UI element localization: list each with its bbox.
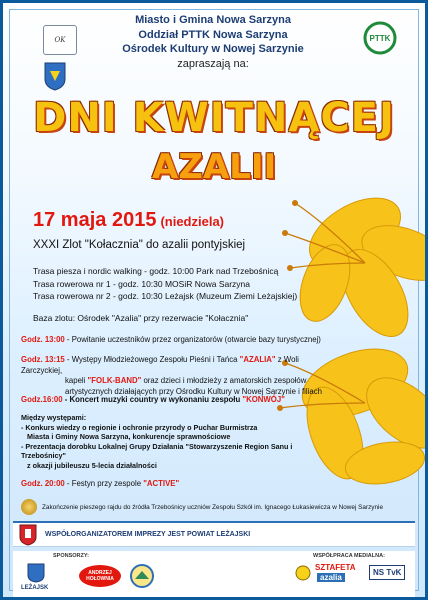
between-item-1: - Konkurs wiedzy o regionie i ochronie przyrody o Puchar Burmistrza [21, 422, 258, 432]
schedule-time: Godz.16:00 [21, 395, 63, 404]
schedule-text: - Powitanie uczestników przez organizatorów (otwarcie bazy turystycznej) [64, 335, 321, 344]
ok-nowa-sarzyna-logo: OK [43, 25, 77, 55]
schedule-time: Godz. 13:00 [21, 335, 65, 344]
pttk-logo [363, 21, 397, 55]
co-organizer-text: WSPÓŁORGANIZATOREM IMPREZY JEST POWIAT LEŻAJSKI [45, 531, 251, 538]
date-main: 17 maja 2015 [33, 209, 157, 231]
band-name-azalia: "AZALIA" [239, 355, 276, 364]
event-title-line2: AZALII [151, 147, 277, 187]
sponsor-logo-icon [127, 563, 157, 589]
nowa-sarzyna-coat-of-arms-icon [43, 61, 67, 91]
schedule-time: Godz. 20:00 [21, 479, 65, 488]
schedule-text: - Występy Młodzieżowego Zespołu Pieśni i Tańca [64, 355, 240, 364]
route-1: Trasa piesza i nordic walking - godz. 10:00 Park nad Trzebośnicą [33, 266, 279, 276]
event-date [33, 209, 224, 232]
sponsors-bar [13, 551, 415, 597]
organizer-1: Miasto i Gmina Nowa Sarzyna [135, 14, 291, 26]
band-name-folk-band: "FOLK-BAND" [87, 376, 142, 385]
event-title-line1: DNI KWITNĄCEJ [33, 95, 395, 141]
schedule-time: Godz. 13:15 [21, 355, 65, 364]
between-title: Między występami: [21, 413, 87, 422]
sponsor-andrzej-holownia: ANDRZEJ HOŁOWNIA [79, 565, 121, 587]
route-2: Trasa rowerowa nr 1 - godz. 10:30 MOSiR Nowa Sarzyna [33, 278, 250, 289]
rally-title: XXXI Zlot "Kołacznia" do azalii pontyjskiej [33, 239, 246, 251]
schedule-text: z Woli Zarczyckiej, [21, 355, 299, 375]
lezajsk-crest-icon [27, 563, 45, 583]
between-item-2: - Prezentacja dorobku Lokalnej Grupy Działania "Stowarzyszenie Region Sanu i Trzebośnicy" [21, 441, 293, 461]
rally-base: Baza zlotu: Ośrodek "Azalia" przy rezerwacie "Kołacznia" [33, 313, 249, 323]
schedule-text: - Koncert muzyki country w wykonaniu zespołu [62, 395, 243, 404]
powiat-lezajski-crest-icon [19, 524, 37, 546]
schedule-item-2 [21, 355, 341, 397]
between-item-2b: z okazji jubileuszu 5-lecia działalności [27, 460, 157, 470]
schedule-item-1 [21, 335, 341, 346]
band-name-konwoj: "KONWÓJ" [242, 395, 285, 404]
schedule-text: - Festyn przy zespole [64, 479, 144, 488]
organizer-2: Oddział PTTK Nowa Sarzyna [138, 28, 288, 41]
media-sztafeta: SZTAFETA [315, 563, 356, 572]
routes-list [33, 265, 297, 303]
band-name-active: "ACTIVE" [143, 479, 180, 488]
between-item-1b: Miasta i Gminy Nowa Sarzyna, konkurencje sprawnościowe [27, 432, 231, 442]
schedule-item-4 [21, 479, 341, 490]
sponsor-lezajsk: LEŻAJSK [21, 585, 49, 591]
media-label: WSPÓŁPRACA MEDIALNA: [313, 553, 385, 559]
schedule-text: artystycznych działających przy Ośrodku Kultury w Nowej Sarzynie i filiach [65, 386, 322, 396]
route-3: Trasa rowerowa nr 2 - godz. 10:30 Leżajsk (Muzeum Ziemi Leżajskiej) [33, 291, 298, 301]
sponsors-label: SPONSORZY: [53, 553, 89, 559]
closing-note-text: Zakończenie pieszego rajdu do źródła Trzebośnicy uczniów Zespołu Szkół im. Ignacego Łukasiewicza w Nowej Sarzynie [42, 503, 384, 511]
media-azalia: azalia [317, 573, 345, 582]
organizer-3: Ośrodek Kultury w Nowej Sarzynie [122, 43, 304, 55]
media-ns-tvk: NS TvK [369, 565, 405, 580]
svg-text:PTTK: PTTK [369, 34, 391, 43]
date-day: (niedziela) [160, 214, 225, 229]
invite-text: zapraszają na: [177, 57, 249, 70]
schedule-item-3 [21, 395, 341, 406]
school-emblem-icon [21, 499, 37, 515]
between-performances [21, 413, 321, 471]
closing-note [21, 499, 391, 515]
media-emblem-icon [295, 565, 311, 581]
organizers-header [83, 13, 343, 71]
schedule-text: oraz dzieci i młodzieży z amatorskich zespołów [141, 376, 307, 385]
schedule-text: kapeli [65, 376, 88, 385]
co-organizer-band [13, 521, 415, 547]
